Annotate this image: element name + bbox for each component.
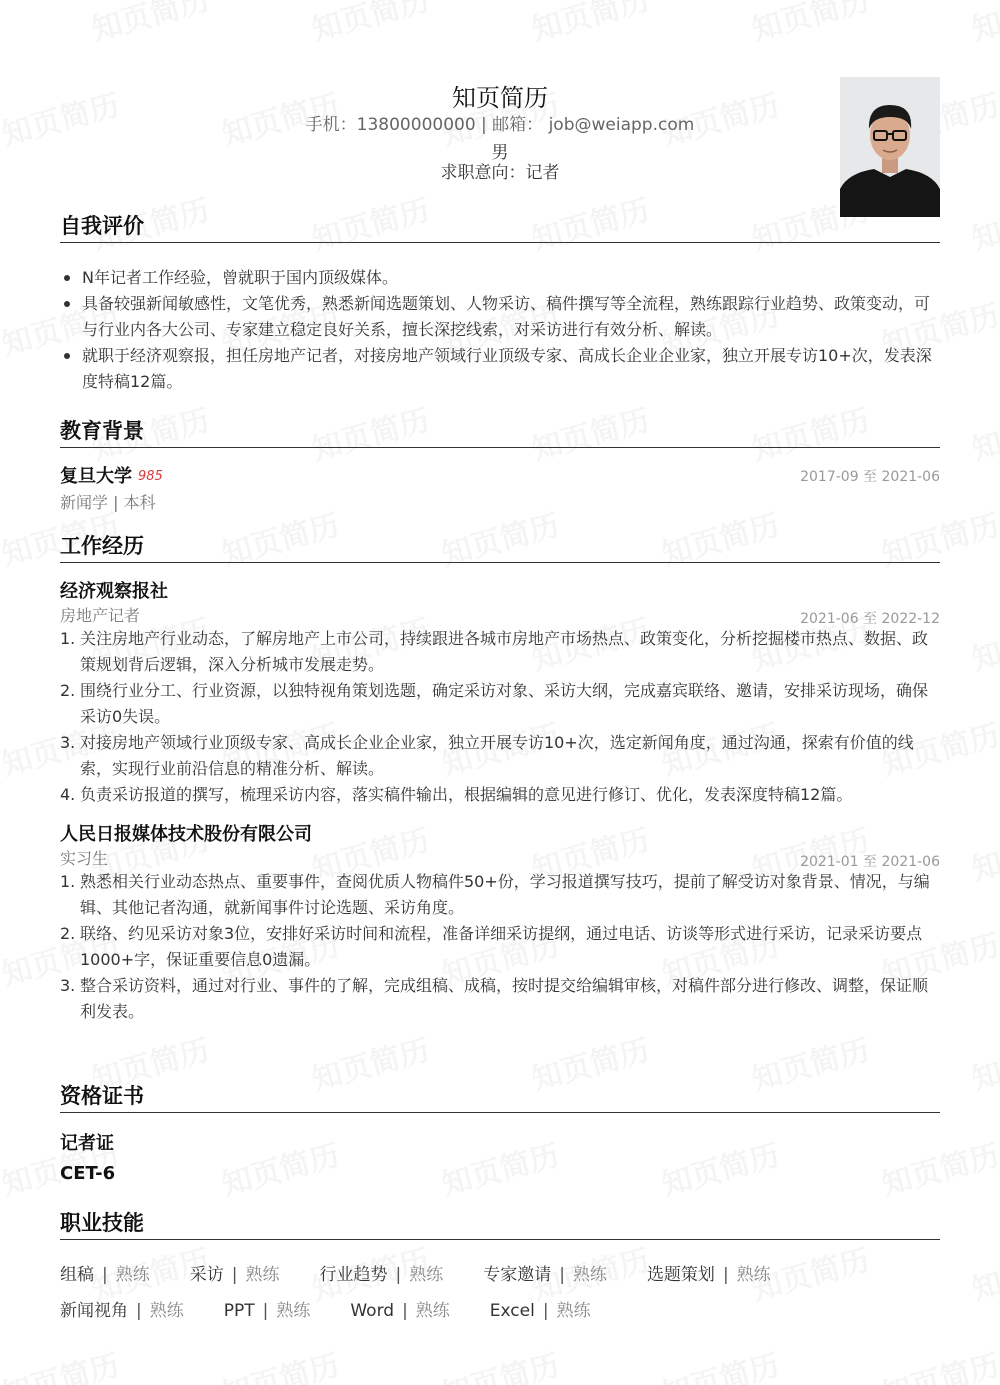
list-item: 3. 整合采访资料，通过对行业、事件的了解，完成组稿、成稿，按时提交给编辑审核，对稿件部分进行修改、调整，保证顺利发表。 bbox=[60, 976, 929, 1021]
job-date: 2021-01 至 2021-06 bbox=[800, 854, 940, 870]
watermark-text bbox=[0, 1340, 124, 1385]
skills-row bbox=[60, 1254, 940, 1290]
section-title: 教育背景 bbox=[60, 415, 940, 448]
list-item: N年记者工作经验，曾就职于国内顶级媒体。 bbox=[60, 265, 940, 291]
section-skills bbox=[60, 1207, 940, 1326]
section-title: 职业技能 bbox=[60, 1207, 940, 1240]
job-entry bbox=[60, 577, 940, 808]
job-duties bbox=[60, 626, 940, 808]
skill-item: PPT | 熟练 bbox=[223, 1300, 311, 1321]
watermark-text bbox=[436, 1340, 563, 1385]
list-item: 1. 熟悉相关行业动态热点、重要事件，查阅优质人物稿件50+份，学习报道撰写技巧，提前了解受访对象背景、情况，与编辑、其他记者沟通，就新闻事件讨论选题、采访角度。 bbox=[60, 872, 930, 917]
watermark-text bbox=[656, 1340, 783, 1385]
profile-photo bbox=[840, 77, 940, 217]
watermark-text bbox=[216, 1340, 343, 1385]
skill-item: Word | 熟练 bbox=[350, 1300, 450, 1321]
job-intent: 求职意向：记者 bbox=[440, 163, 560, 183]
watermark-text bbox=[966, 395, 1000, 469]
skill-item: 组稿 | 熟练 bbox=[60, 1264, 150, 1285]
watermark-text bbox=[966, 605, 1000, 679]
watermark-text bbox=[966, 1235, 1000, 1309]
education-entry bbox=[60, 462, 940, 488]
list-item: 2. 联络、约见采访对象3位，安排好采访时间和流程，准备详细采访提纲，通过电话、访谈等形式进行采访，记录采访要点1000+字，保证重要信息0遗漏。 bbox=[60, 924, 923, 969]
watermark-text bbox=[966, 1025, 1000, 1099]
watermark-text bbox=[876, 1340, 1000, 1385]
section-title: 自我评价 bbox=[60, 210, 940, 243]
self-eval-list bbox=[60, 265, 940, 395]
skill-item: 新闻视角 | 熟练 bbox=[60, 1300, 184, 1321]
list-item: 3. 对接房地产领域行业顶级专家、高成长企业企业家，独立开展专访10+次，选定新闻角度，通过沟通，探索有价值的线索，实现行业前沿信息的精准分析、解读。 bbox=[60, 733, 914, 778]
skill-item: Excel | 熟练 bbox=[489, 1300, 591, 1321]
candidate-name: 知页简历 bbox=[452, 84, 548, 112]
school-badge: 985 bbox=[138, 469, 163, 484]
list-item: 就职于经济观察报，担任房地产记者，对接房地产领域行业顶级专家、高成长企业企业家，独立开展专访10+次，发表深度特稿12篇。 bbox=[60, 343, 940, 395]
section-certificates bbox=[60, 1080, 940, 1184]
list-item: 1. 关注房地产行业动态，了解房地产上市公司，持续跟进各城市房地产市场热点、政策变化，分析挖掘楼市热点、数据、政策规划背后逻辑，深入分析城市发展走势。 bbox=[60, 629, 929, 674]
certificate-item: 记者证 bbox=[60, 1133, 114, 1154]
watermark-text bbox=[966, 815, 1000, 889]
skill-item: 选题策划 | 熟练 bbox=[646, 1264, 771, 1285]
skill-item: 采访 | 熟练 bbox=[189, 1264, 280, 1285]
education-major: 新闻学 | 本科 bbox=[60, 493, 156, 512]
education-date: 2017-09 至 2021-06 bbox=[800, 469, 940, 485]
section-work bbox=[60, 530, 940, 1025]
skill-item: 专家邀请 | 熟练 bbox=[483, 1264, 607, 1285]
job-meta bbox=[60, 603, 940, 626]
section-title: 资格证书 bbox=[60, 1080, 940, 1113]
school-name: 复旦大学 bbox=[60, 466, 132, 487]
gender: 男 bbox=[491, 143, 509, 163]
section-self-evaluation bbox=[60, 210, 940, 395]
contact-info: 手机：13800000000 | 邮箱： job@weiapp.com bbox=[305, 115, 695, 135]
resume-header bbox=[60, 0, 940, 210]
list-item: 2. 围绕行业分工、行业资源，以独特视角策划选题，确定采访对象、采访大纲，完成嘉宾联络、邀请，安排采访现场，确保采访0失误。 bbox=[60, 681, 929, 726]
section-education bbox=[60, 415, 940, 513]
skill-item: 行业趋势 | 熟练 bbox=[319, 1264, 444, 1285]
job-role: 实习生 bbox=[60, 849, 109, 868]
job-entry bbox=[60, 820, 940, 1025]
list-item: 具备较强新闻敏感性，文笔优秀，熟悉新闻选题策划、人物采访、稿件撰写等全流程，熟练跟踪行业趋势、政策变动，可与行业内各大公司、专家建立稳定良好关系，擅长深挖线索，对采访进行有效分析、解读。 bbox=[60, 291, 940, 343]
company-name: 经济观察报社 bbox=[60, 581, 168, 602]
job-date: 2021-06 至 2022-12 bbox=[800, 611, 940, 627]
job-meta bbox=[60, 846, 940, 869]
section-title: 工作经历 bbox=[60, 530, 940, 563]
certificate-item: CET-6 bbox=[60, 1163, 116, 1184]
portrait-image bbox=[840, 77, 940, 217]
skills-row bbox=[60, 1290, 940, 1326]
job-role: 房地产记者 bbox=[60, 606, 141, 625]
list-item: 4. 负责采访报道的撰写，梳理采访内容，落实稿件输出，根据编辑的意见进行修订、优化，发表深度特稿12篇。 bbox=[60, 785, 853, 804]
company-name: 人民日报媒体技术股份有限公司 bbox=[60, 824, 312, 845]
job-duties bbox=[60, 869, 940, 1025]
